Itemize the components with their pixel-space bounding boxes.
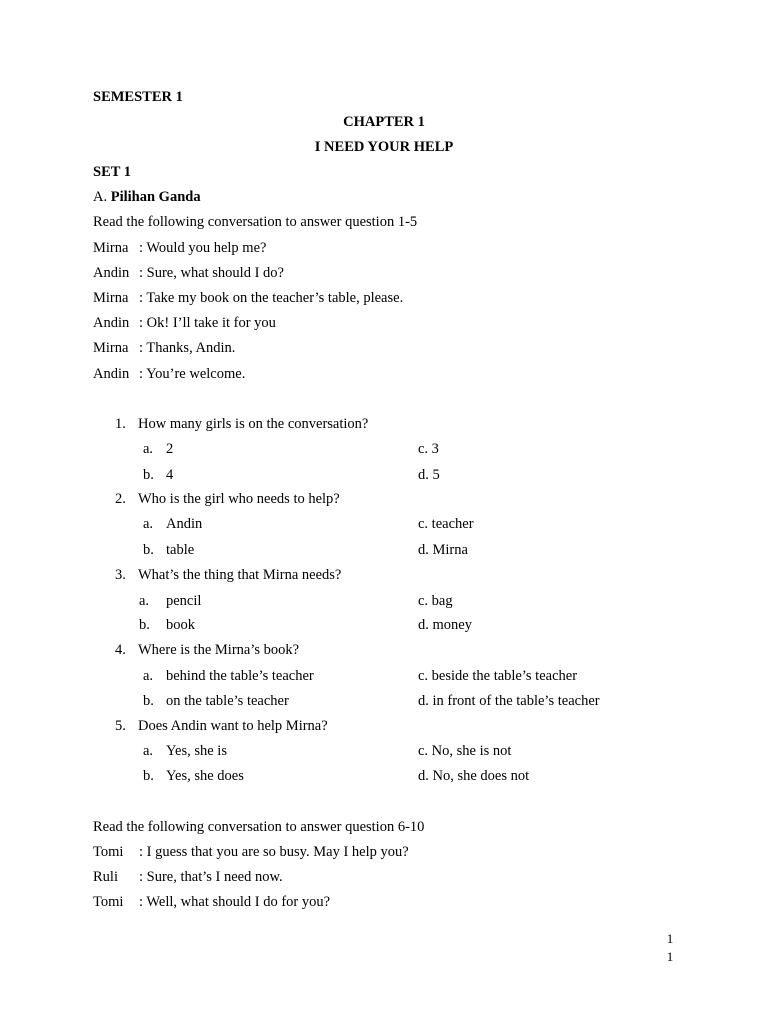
page-number: 1 xyxy=(666,949,674,964)
option-d: d. in front of the table’s teacher xyxy=(418,693,600,709)
dialogue-text: : Sure, that’s I need now. xyxy=(139,869,283,885)
speaker-name: Andin xyxy=(93,265,130,281)
option-label: b. xyxy=(143,693,154,709)
dialogue-line xyxy=(93,314,276,332)
option-b: book xyxy=(166,617,195,633)
chapter-title: I NEED YOUR HELP xyxy=(314,139,454,155)
option-a: Yes, she is xyxy=(166,743,227,759)
dialogue-line xyxy=(93,868,283,886)
question-number: 3. xyxy=(115,567,126,583)
dialogue-text: : Thanks, Andin. xyxy=(139,340,236,356)
dialogue-text: : You’re welcome. xyxy=(139,366,246,382)
option-d: d. 5 xyxy=(418,467,440,483)
option-label: a. xyxy=(143,516,154,532)
option-c: c. teacher xyxy=(418,516,474,532)
option-a: 2 xyxy=(166,441,174,457)
section-letter: A. xyxy=(93,189,108,205)
option-label: b. xyxy=(143,467,154,483)
question-number: 5. xyxy=(115,718,126,734)
dialogue-line xyxy=(93,264,284,282)
option-label: b. xyxy=(143,542,154,558)
option-c: c. 3 xyxy=(418,441,439,457)
speaker-name: Mirna xyxy=(93,340,129,356)
dialogue-text: : Ok! I’ll take it for you xyxy=(139,315,276,331)
conversation2-instruction: Read the following conversation to answer question 6-10 xyxy=(93,819,425,835)
question-text: Who is the girl who needs to help? xyxy=(138,491,340,507)
option-d: d. money xyxy=(418,617,472,633)
chapter-heading: CHAPTER 1 xyxy=(343,114,425,130)
dialogue-text: : Take my book on the teacher’s table, please. xyxy=(139,290,404,306)
question-number: 1. xyxy=(115,416,126,432)
set-heading: SET 1 xyxy=(93,164,132,180)
option-label: a. xyxy=(143,668,154,684)
option-label: b. xyxy=(143,768,154,784)
option-b: on the table’s teacher xyxy=(166,693,289,709)
option-a: pencil xyxy=(166,593,202,609)
speaker-name: Mirna xyxy=(93,290,129,306)
speaker-name: Tomi xyxy=(93,894,124,910)
dialogue-text: : Would you help me? xyxy=(139,240,267,256)
page-number: 1 xyxy=(666,931,674,946)
speaker-name: Andin xyxy=(93,315,130,331)
question-number: 4. xyxy=(115,642,126,658)
option-c: c. bag xyxy=(418,593,453,609)
option-d: d. No, she does not xyxy=(418,768,530,784)
dialogue-line xyxy=(93,365,245,383)
option-label: a. xyxy=(139,593,150,609)
option-label: a. xyxy=(143,743,154,759)
dialogue-text: : I guess that you are so busy. May I help you? xyxy=(139,844,409,860)
semester-heading: SEMESTER 1 xyxy=(93,89,183,105)
option-a: behind the table’s teacher xyxy=(166,668,314,684)
question-text: Does Andin want to help Mirna? xyxy=(138,718,328,734)
dialogue-text: : Sure, what should I do? xyxy=(139,265,284,281)
dialogue-text: : Well, what should I do for you? xyxy=(139,894,331,910)
question-number: 2. xyxy=(115,491,126,507)
dialogue-line xyxy=(93,893,330,911)
option-b: Yes, she does xyxy=(166,768,244,784)
dialogue-line xyxy=(93,239,266,257)
dialogue-line xyxy=(93,289,403,307)
option-c: c. No, she is not xyxy=(418,743,512,759)
option-d: d. Mirna xyxy=(418,542,468,558)
speaker-name: Tomi xyxy=(93,844,124,860)
option-a: Andin xyxy=(166,516,203,532)
option-label: b. xyxy=(139,617,150,633)
option-b: 4 xyxy=(166,467,174,483)
question-text: What’s the thing that Mirna needs? xyxy=(138,567,342,583)
speaker-name: Ruli xyxy=(93,869,118,885)
speaker-name: Andin xyxy=(93,366,130,382)
option-label: a. xyxy=(143,441,154,457)
speaker-name: Mirna xyxy=(93,240,129,256)
question-text: How many girls is on the conversation? xyxy=(138,416,369,432)
option-b: table xyxy=(166,542,195,558)
question-text: Where is the Mirna’s book? xyxy=(138,642,300,658)
option-c: c. beside the table’s teacher xyxy=(418,668,578,684)
section-a-heading xyxy=(93,188,201,206)
dialogue-line xyxy=(93,843,409,861)
dialogue-line xyxy=(93,339,235,357)
section-title: Pilihan Ganda xyxy=(110,189,201,205)
conversation1-instruction: Read the following conversation to answer question 1-5 xyxy=(93,214,418,230)
